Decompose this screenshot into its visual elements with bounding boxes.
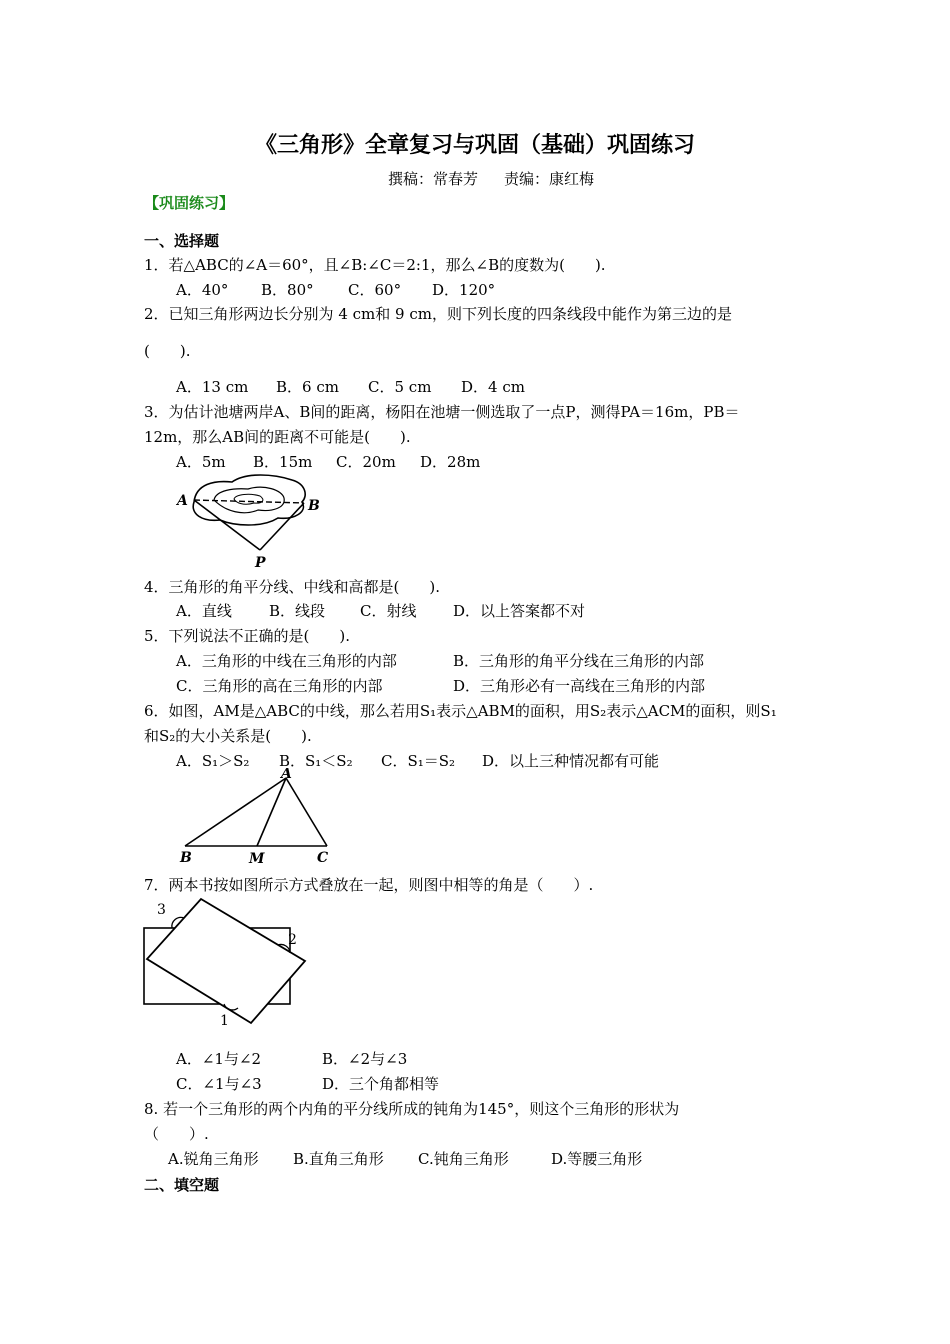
heading-fill: 二、填空题 <box>144 1176 220 1194</box>
heading-choice: 一、选择题 <box>144 232 220 250</box>
q5-option-a: A．三角形的中线在三角形的内部 <box>176 652 397 670</box>
label-2: 2 <box>288 932 297 948</box>
q7-option-a: A．∠1与∠2 <box>176 1050 262 1068</box>
q4-option-a: A．直线 <box>176 602 232 620</box>
q1-option-b: B．80° <box>261 281 314 299</box>
q1-options <box>176 279 495 300</box>
q6-stem: 6．如图，AM是△ABC的中线，那么若用S₁表示△ABM的面积，用S₂表示△ACM的面积，则S₁ <box>144 702 777 720</box>
q4-stem: 4．三角形的角平分线、中线和高都是( ). <box>144 578 441 596</box>
q5-option-c: C．三角形的高在三角形的内部 <box>176 677 383 695</box>
q5-option-d: D．三角形必有一高线在三角形的内部 <box>453 677 706 695</box>
q3-option-c: C．20m <box>336 453 396 471</box>
q1-option-c: C．60° <box>348 281 402 299</box>
q8-option-d: D.等腰三角形 <box>551 1150 643 1168</box>
pond-figure <box>174 472 334 572</box>
pond-outline <box>193 475 305 525</box>
q3-option-b: B．15m <box>253 453 313 471</box>
label-b: B <box>308 498 320 514</box>
q5-option-b: B．三角形的角平分线在三角形的内部 <box>453 652 705 670</box>
q3-option-d: D．28m <box>420 453 481 471</box>
q4-option-c: C．射线 <box>360 602 417 620</box>
side-ac <box>286 778 327 846</box>
label-1: 1 <box>220 1013 229 1029</box>
q4-option-d: D．以上答案都不对 <box>453 602 586 620</box>
q2-option-d: D．4 cm <box>461 378 525 396</box>
page-title: 《三角形》全章复习与巩固（基础）巩固练习 <box>254 132 695 158</box>
q5-options-row2 <box>176 675 705 696</box>
q7-options-row2 <box>176 1073 439 1094</box>
q7-option-d: D．三个角都相等 <box>322 1075 440 1093</box>
q7-stem: 7．两本书按如图所示方式叠放在一起，则图中相等的角是（ ）. <box>144 876 594 894</box>
writer: 撰稿：常春芳 <box>388 170 479 188</box>
segment-ab <box>194 500 304 503</box>
pond-contour-inner <box>234 494 263 504</box>
q2-option-a: A．13 cm <box>176 378 249 396</box>
q8-option-b: B.直角三角形 <box>293 1150 384 1168</box>
section-label: 【巩固练习】 <box>144 194 235 212</box>
q1-option-d: D．120° <box>432 281 496 299</box>
q2-options <box>176 376 525 397</box>
label-p: P <box>255 555 266 571</box>
q6-option-c: C．S₁＝S₂ <box>381 752 456 770</box>
editor: 责编：康红梅 <box>504 170 595 188</box>
q3-options <box>176 451 480 472</box>
q6-stem-cont: 和S₂的大小关系是( ). <box>144 727 312 745</box>
q6-option-a: A．S₁＞S₂ <box>176 752 250 770</box>
label-a: A <box>281 768 292 782</box>
label-c: C <box>317 850 329 866</box>
q1-option-a: A．40° <box>176 281 229 299</box>
q6-option-d: D．以上三种情况都有可能 <box>482 752 660 770</box>
q8-stem-cont: （ ）. <box>144 1125 209 1143</box>
q2-option-c: C．5 cm <box>368 378 432 396</box>
q3-option-a: A．5m <box>176 453 226 471</box>
label-b: B <box>180 850 192 866</box>
q7-options-row1 <box>176 1048 407 1069</box>
author-line <box>388 168 594 189</box>
q2-stem-cont: ( ). <box>144 342 191 360</box>
q8-option-c: C.钝角三角形 <box>418 1150 509 1168</box>
q8-stem: 8. 若一个三角形的两个内角的平分线所成的钝角为145°，则这个三角形的形状为 <box>144 1100 680 1118</box>
label-3: 3 <box>157 902 166 918</box>
q7-option-c: C．∠1与∠3 <box>176 1075 262 1093</box>
q8-option-a: A.锐角三角形 <box>168 1150 259 1168</box>
q6-option-b: B．S₁＜S₂ <box>279 752 353 770</box>
pond-contour <box>214 487 284 513</box>
triangle-figure <box>175 768 345 868</box>
books-figure <box>142 893 312 1033</box>
q4-options <box>176 600 585 621</box>
q7-option-b: B．∠2与∠3 <box>322 1050 408 1068</box>
q1-stem: 1．若△ABC的∠A＝60°，且∠B:∠C＝2:1，那么∠B的度数为( ). <box>144 256 606 274</box>
q5-options-row1 <box>176 650 704 671</box>
label-a: A <box>177 493 188 509</box>
q3-stem: 3．为估计池塘两岸A、B间的距离，杨阳在池塘一侧选取了一点P，测得PA＝16m，PB＝ <box>144 403 740 421</box>
q3-stem-cont: 12m，那么AB间的距离不可能是( ). <box>144 428 411 446</box>
q2-stem: 2．已知三角形两边长分别为 4 cm和 9 cm，则下列长度的四条线段中能作为第三边的是 <box>144 305 732 323</box>
label-m: M <box>249 851 265 867</box>
q8-options <box>168 1148 642 1169</box>
q4-option-b: B．线段 <box>269 602 326 620</box>
q2-option-b: B．6 cm <box>276 378 339 396</box>
q5-stem: 5．下列说法不正确的是( ). <box>144 627 351 645</box>
